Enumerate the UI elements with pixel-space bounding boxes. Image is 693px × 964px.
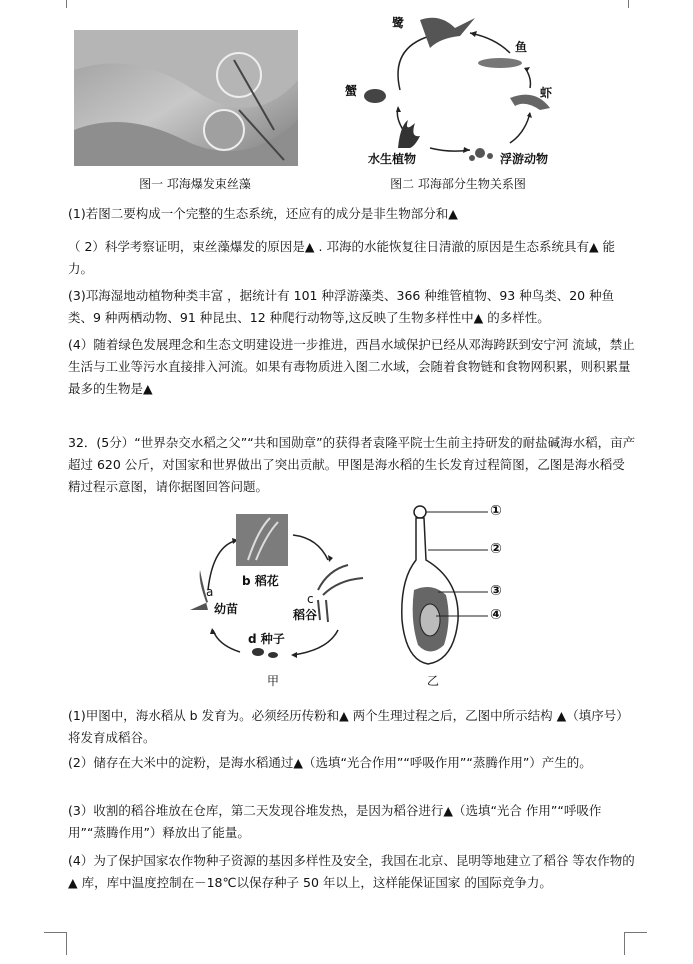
- rice-plant-icon: [318, 565, 363, 622]
- corner-mark-bottom-left: [44, 932, 67, 955]
- rice-flower-photo: [236, 514, 288, 566]
- pistil-fertilization-diagram: [388, 500, 528, 670]
- label-seedling: 幼苗: [214, 602, 239, 616]
- figure-jia-caption: 甲: [266, 674, 279, 688]
- label-a-letter: a: [206, 585, 214, 599]
- q31-part-1: (1)若图二要构成一个完整的生态系统，还应有的成分是非生物部分和▲: [68, 206, 458, 221]
- label-rice-flower: b 稻花: [242, 574, 279, 588]
- label-fish: 鱼: [515, 40, 528, 54]
- label-c-letter: c: [307, 592, 314, 606]
- corner-mark-top-right: [628, 0, 651, 8]
- seed-icon: [252, 648, 264, 656]
- figure-2-caption: 图二 邛海部分生物关系图: [390, 177, 526, 191]
- q31-part-4: (4）随着绿色发展理念和生态文明建设进一步推进，西昌水域保护已经从邓海跨跃到安宁河 流域，禁止生活与工业等污水直接排入河流。如果有毒物质进入图二水域，会随着食物链和食物网积累，则积累量最多的生物是▲: [68, 337, 635, 396]
- q32-part-1: (1)甲图中，海水稻从 b 发育为。必须经历传粉和▲ 两个生理过程之后，乙图中所示结构 ▲（填序号）将发育成稻谷。: [68, 708, 629, 745]
- label-rice-grain: 稻谷: [293, 608, 318, 622]
- q32-part-4: (4）为了保护国家农作物种子资源的基因多样性及安全，我国在北京、昆明等地建立了稻谷 等农作物的▲ 库，库中温度控制在－18℃以保存种子 50 年以上，这样能保证国家 的国际竞争力。: [68, 853, 635, 890]
- fish-icon: [478, 58, 522, 68]
- q32-part-2: (2）储存在大米中的淀粉，是海水稻通过▲（选填“光合作用”“呼吸作用”“蒸腾作用”）产生的。: [68, 755, 592, 770]
- food-web-diagram: [360, 8, 570, 168]
- corner-mark-bottom-right: [624, 932, 647, 955]
- label-seed: d 种子: [248, 632, 285, 646]
- label-aquatic-plant: 水生植物: [368, 152, 417, 166]
- heron-icon: [420, 18, 475, 48]
- label-plankton: 浮游动物: [500, 152, 549, 166]
- label-structure-3: ③: [490, 583, 502, 599]
- label-structure-2: ②: [490, 541, 502, 557]
- q31-part-2: （ 2）科学考察证明，束丝藻爆发的原因是▲ . 邛海的水能恢复往日清澈的原因是生态系统具有▲ 能力。: [68, 239, 616, 276]
- figure-1-caption: 图一 邛海爆发束丝藻: [139, 177, 251, 191]
- q31-part-3: (3)邛海湿地动植物种类丰富 ，据统计有 101 种浮游藻类、366 种维管植物、93 种鸟类、20 种鱼类、9 种两栖动物、91 种昆虫、12 种爬行动物等,这反映了生物多样性中▲ 的多样性。: [68, 288, 615, 325]
- crab-icon: [364, 89, 386, 103]
- figure-yi-caption: 乙: [426, 674, 439, 688]
- label-crab: 蟹: [345, 84, 358, 98]
- label-structure-1: ①: [490, 503, 502, 519]
- label-heron: 鹭: [392, 16, 405, 30]
- plankton-icon: [475, 148, 485, 158]
- q32-part-3: (3）收割的稻谷堆放在仓库，第二天发现谷堆发热，是因为稻谷进行▲（选填“光合 作用”“呼吸作用”“蒸腾作用”）释放出了能量。: [68, 803, 602, 840]
- algae-bloom-photo: [74, 30, 298, 166]
- label-shrimp: 虾: [540, 86, 553, 100]
- label-structure-4: ④: [490, 607, 502, 623]
- aquatic-plant-icon: [398, 120, 420, 148]
- corner-mark-top-left: [44, 0, 67, 8]
- q32-stem: 32．(5分）“世界杂交水稻之父”“共和国勋章”的获得者袁隆平院士生前主持研发的耐盐碱海水稻，亩产超过 620 公斤，对国家和世界做出了突出贡献。甲图是海水稻的生长发育过程简图，乙图是海水稻受精过程示意图，请你据图回答问题。: [68, 435, 636, 494]
